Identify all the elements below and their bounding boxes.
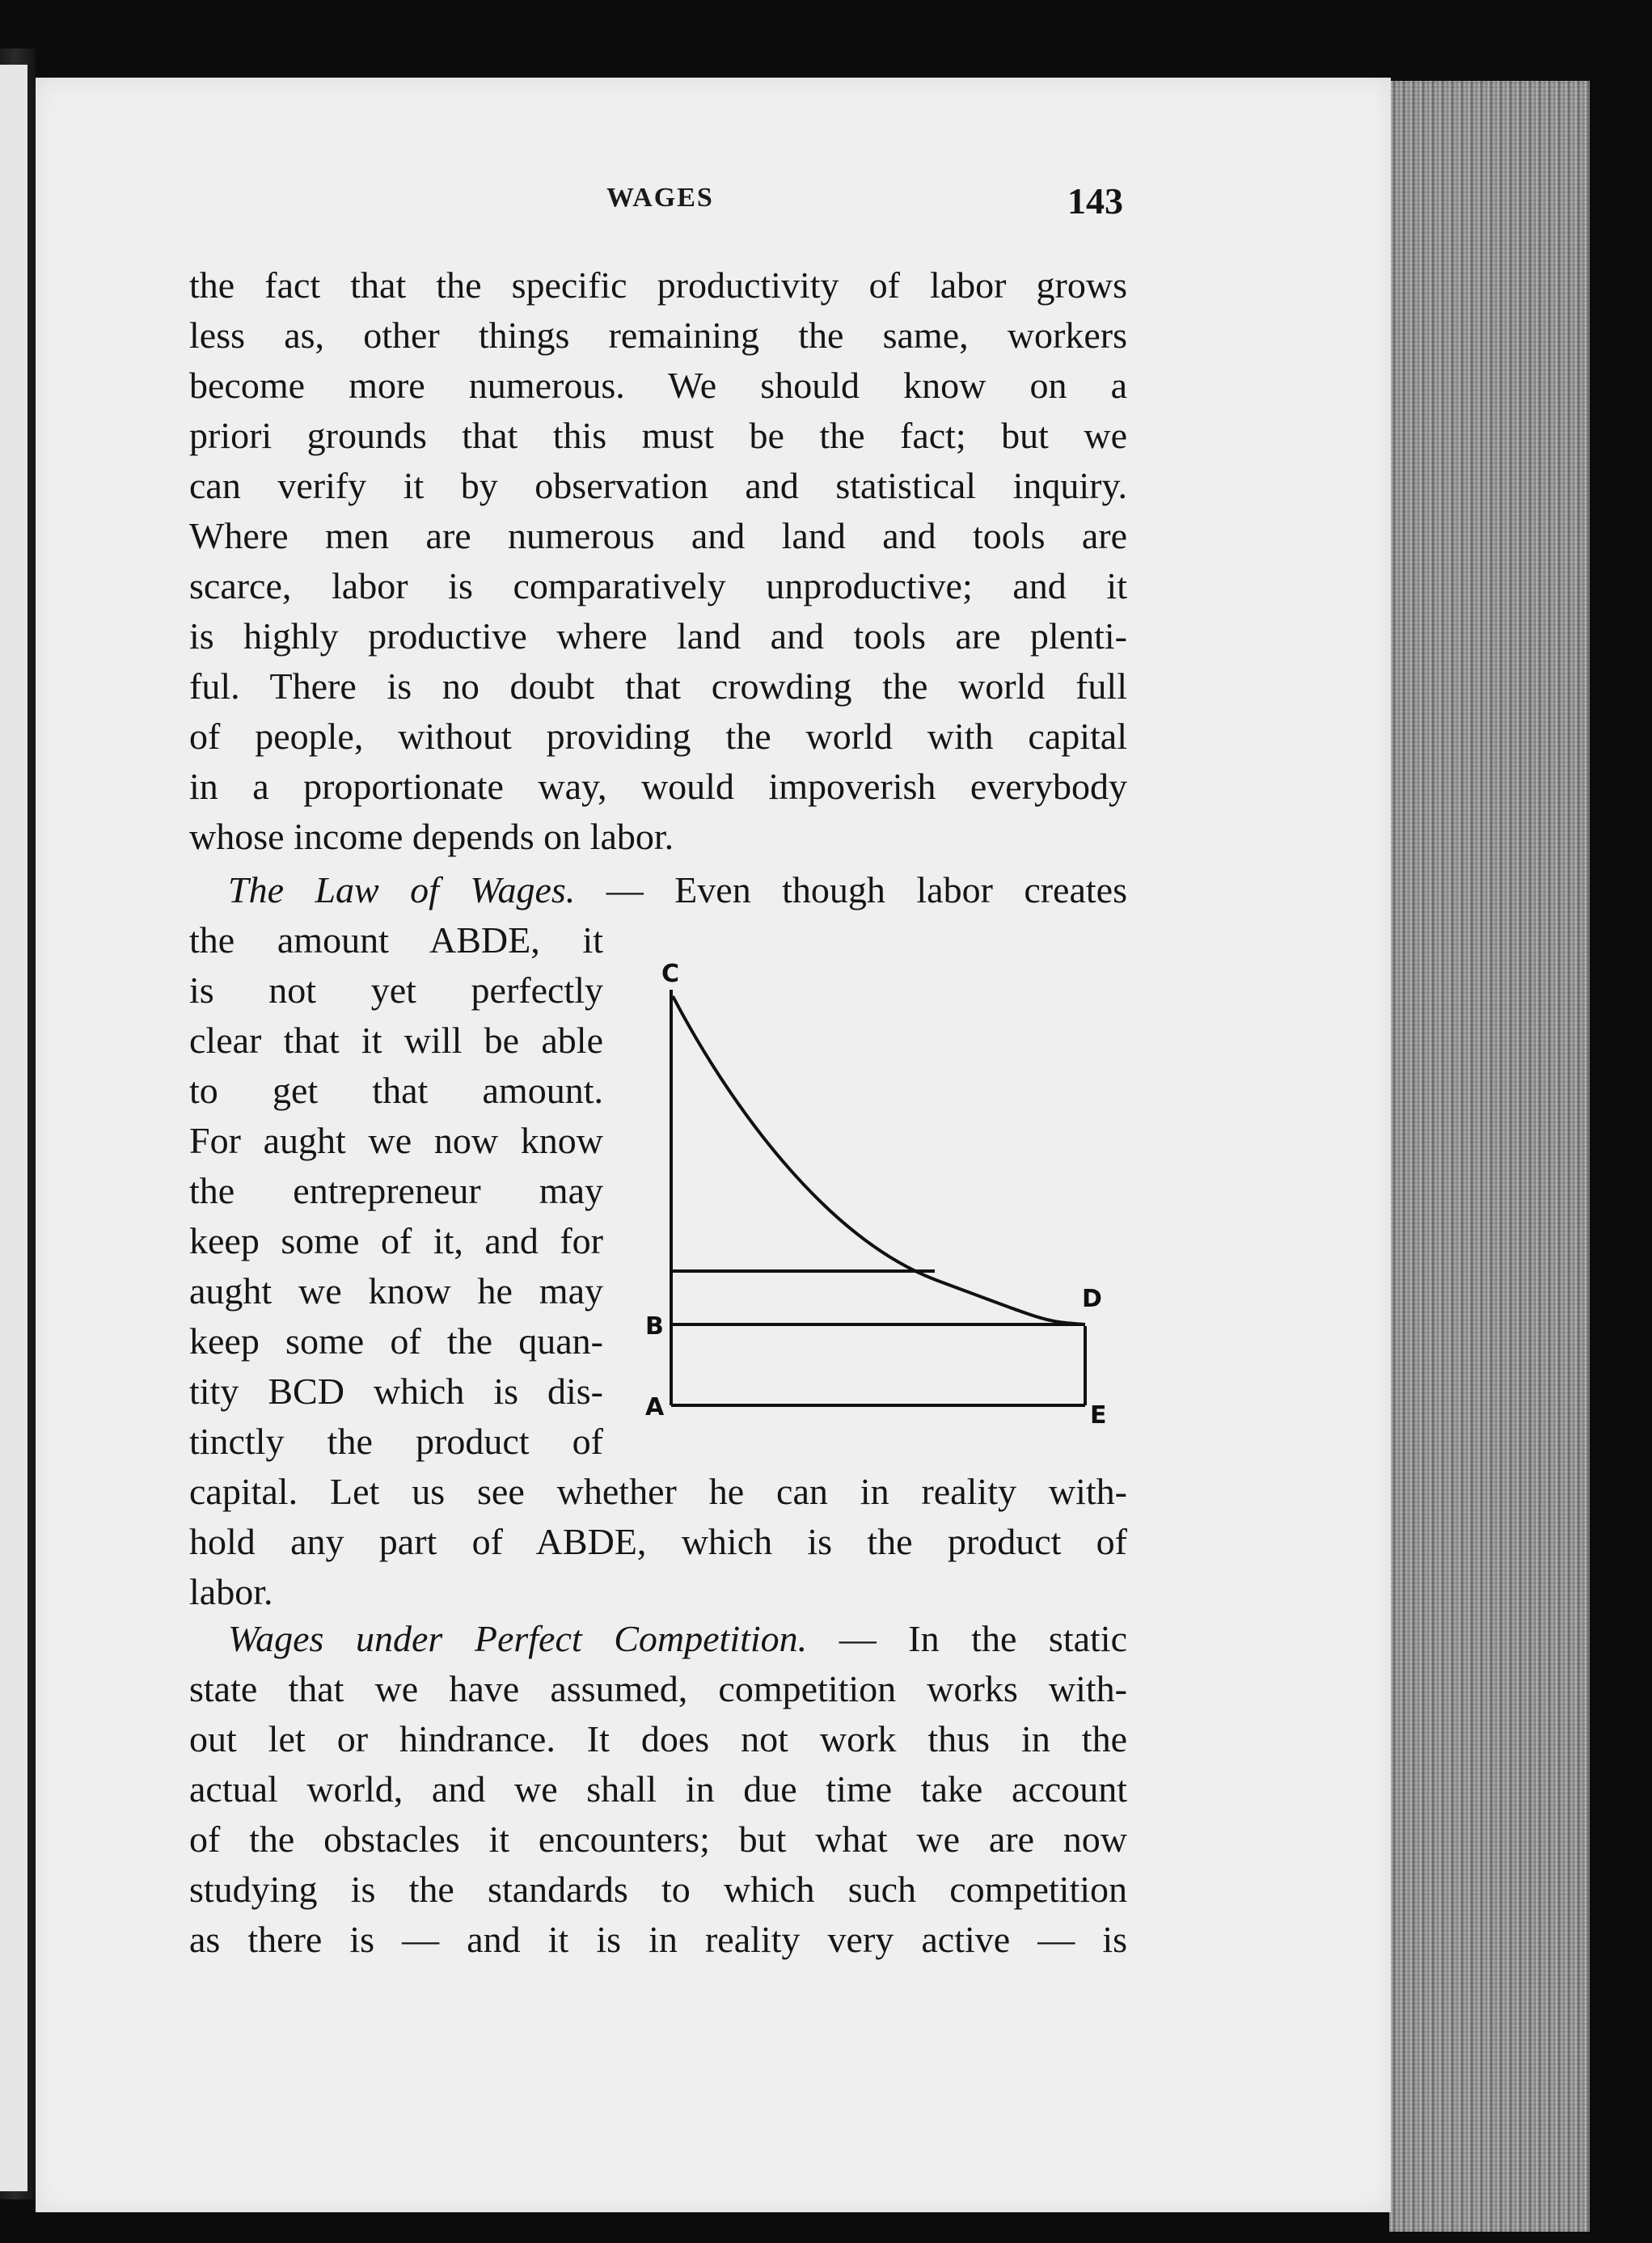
section-heading-line: [189, 865, 1127, 915]
text-line: scarce, labor is comparatively unproductive; and it: [189, 565, 1127, 606]
text-line: keep some of the quan-: [189, 1320, 603, 1362]
text-line: whose income depends on labor.: [189, 816, 674, 857]
text-line: of people, without providing the world with capital: [189, 716, 1127, 757]
section-heading: The Law of Wages.: [228, 869, 576, 910]
text-line: of the obstacles it encounters; but what we are now: [189, 1818, 1127, 1860]
text-line: — In the static: [807, 1618, 1128, 1659]
text-line: as there is — and it is in reality very active — is: [189, 1919, 1127, 1960]
wage-diagram-svg: [639, 948, 1124, 1433]
text-line: less as, other things remaining the same, workers: [189, 315, 1127, 356]
text-line: in a proportionate way, would impoverish everybody: [189, 766, 1127, 807]
label-d: D: [1082, 1285, 1102, 1313]
running-head: WAGES: [606, 183, 714, 213]
text-line: tinctly the product of: [189, 1421, 603, 1462]
text-line: keep some of it, and for: [189, 1220, 603, 1261]
section-law-wrapped-text: [189, 915, 603, 1467]
section-heading: Wages under Perfect Competition.: [228, 1618, 808, 1659]
text-line: Where men are numerous and land and tools are: [189, 515, 1127, 556]
label-b: B: [645, 1312, 664, 1341]
text-line: hold any part of ABDE, which is the product of: [189, 1521, 1127, 1562]
text-line: ful. There is no doubt that crowding the world full: [189, 665, 1127, 707]
page-number: 143: [1067, 180, 1123, 222]
text-line: the fact that the specific productivity of labor grows: [189, 264, 1127, 306]
text-line: actual world, and we shall in due time take account: [189, 1768, 1127, 1810]
label-a: A: [645, 1393, 665, 1421]
section-law-continued: [189, 1467, 1127, 1617]
section-law-of-wages: [189, 865, 1127, 915]
facing-page-edge: [0, 65, 27, 2191]
text-line: state that we have assumed, competition works with-: [189, 1668, 1127, 1709]
text-line: is highly productive where land and tools are plenti-: [189, 615, 1127, 657]
label-c: C: [661, 960, 680, 988]
text-line: tity BCD which is dis-: [189, 1371, 603, 1412]
text-line: is not yet perfectly: [189, 969, 603, 1011]
text-line: priori grounds that this must be the fact; but we: [189, 415, 1127, 456]
text-line: become more numerous. We should know on a: [189, 365, 1127, 406]
productivity-curve: [673, 996, 1085, 1324]
text-line: capital. Let us see whether he can in reality with-: [189, 1471, 1127, 1512]
section-perfect-competition: [189, 1614, 1127, 1965]
text-line: to get that amount.: [189, 1070, 603, 1111]
wage-diagram: [639, 948, 1124, 1433]
paragraph-specific-productivity: [189, 260, 1127, 862]
text-line: — Even though labor creates: [575, 869, 1127, 910]
text-line: aught we know he may: [189, 1270, 603, 1312]
text-line: clear that it will be able: [189, 1020, 603, 1061]
page-block-edge: [1389, 81, 1590, 2232]
text-line: labor.: [189, 1571, 273, 1612]
text-line: For aught we now know: [189, 1120, 603, 1161]
section-heading-line: [189, 1614, 1127, 1664]
text-line: can verify it by observation and statistical inquiry.: [189, 465, 1127, 506]
text-line: studying is the standards to which such competition: [189, 1869, 1127, 1910]
text-line: the amount ABDE, it: [189, 919, 603, 961]
text-line: the entrepreneur may: [189, 1170, 603, 1211]
label-e: E: [1090, 1401, 1107, 1430]
text-line: out let or hindrance. It does not work thus in the: [189, 1718, 1127, 1759]
